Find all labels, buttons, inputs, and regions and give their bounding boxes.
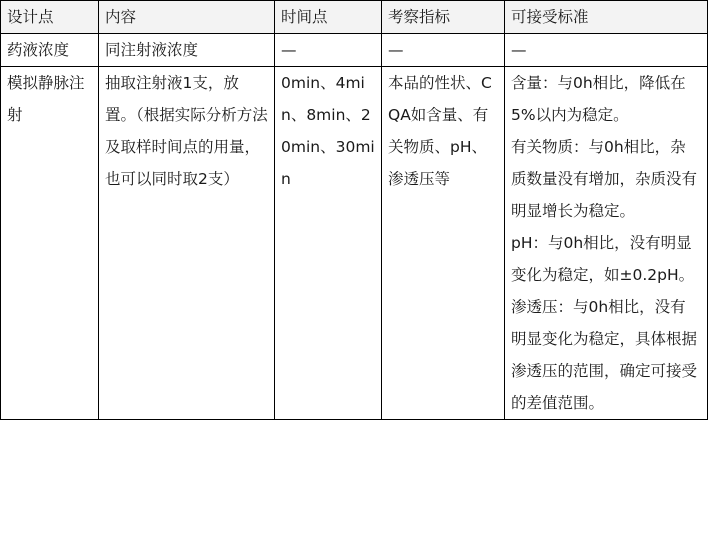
- cell-content: 同注射液浓度: [99, 34, 275, 67]
- cell-acceptance-criteria: —: [505, 34, 708, 67]
- cell-design-point: 模拟静脉注射: [1, 67, 99, 420]
- cell-design-point: 药液浓度: [1, 34, 99, 67]
- cell-time-point: —: [275, 34, 382, 67]
- cell-indicator: 本品的性状、CQA如含量、有关物质、pH、渗透压等: [382, 67, 505, 420]
- criteria-osmotic-pressure: 渗透压：与0h相比，没有明显变化为稳定，具体根据渗透压的范围，确定可接受的差值范围。: [511, 298, 698, 412]
- table-row: [1, 67, 708, 420]
- cell-time-point: 0min、4min、8min、20min、30min: [275, 67, 382, 420]
- criteria-related-substances: 有关物质：与0h相比，杂质数量没有增加，杂质没有明显增长为稳定。: [511, 138, 698, 220]
- header-design-point: 设计点: [1, 1, 99, 34]
- cell-indicator: —: [382, 34, 505, 67]
- table-header-row: [1, 1, 708, 34]
- criteria-content: 含量：与0h相比，降低在5%以内为稳定。: [511, 74, 686, 124]
- cell-content: 抽取注射液1支，放置。（根据实际分析方法及取样时间点的用量，也可以同时取2支）: [99, 67, 275, 420]
- header-content: 内容: [99, 1, 275, 34]
- criteria-ph: pH：与0h相比，没有明显变化为稳定，如±0.2pH。: [511, 234, 695, 284]
- table-row: [1, 34, 708, 67]
- header-time-point: 时间点: [275, 1, 382, 34]
- header-acceptance-criteria: 可接受标准: [505, 1, 708, 34]
- cell-acceptance-criteria: [505, 67, 708, 420]
- header-indicator: 考察指标: [382, 1, 505, 34]
